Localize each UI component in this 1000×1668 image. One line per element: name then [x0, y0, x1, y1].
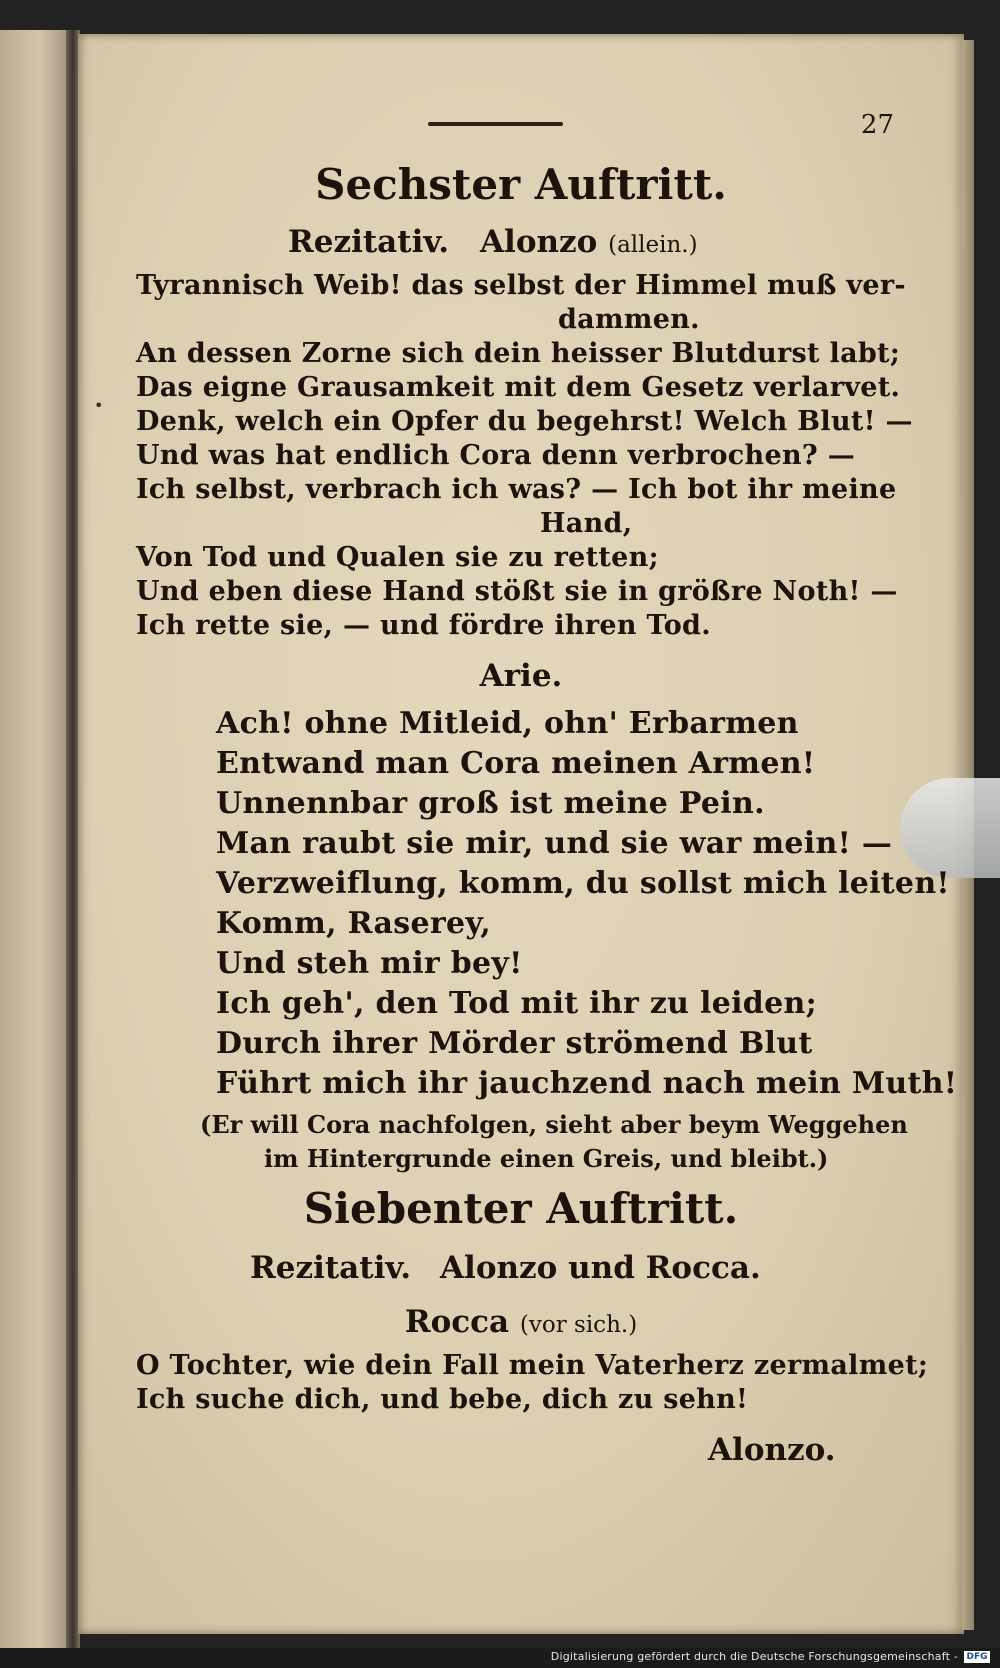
- recitative-line: Ich selbst, verbrach ich was? — Ich bot ihr meine: [136, 474, 897, 505]
- scene-7-characters: Alonzo und Rocca.: [440, 1250, 761, 1286]
- scene-6-speaker-note: (allein.): [608, 232, 698, 258]
- aria-line: Ich geh', den Tod mit ihr zu leiden;: [216, 986, 817, 1021]
- recitative-line: Von Tod und Qualen sie zu retten;: [136, 542, 659, 573]
- page-number: 27: [860, 110, 894, 140]
- stage-direction-line: (Er will Cora nachfolgen, sieht aber beym Weggehen: [200, 1110, 908, 1139]
- aria-line: Entwand man Cora meinen Armen!: [216, 746, 816, 781]
- recitative-line: Und eben diese Hand stößt sie in größre Noth! —: [136, 576, 898, 607]
- aria-line: Führt mich ihr jauchzend nach mein Muth!: [216, 1066, 958, 1101]
- aria-title: Arie.: [479, 658, 563, 694]
- dfg-logo: DFG: [964, 1651, 990, 1663]
- scene-6-speaker: [480, 224, 698, 260]
- scene-7-recitative-label: Rezitativ.: [250, 1250, 412, 1286]
- footer-credit: Digitalisierung gefördert durch die Deutsche Forschungsgemeinschaft -: [550, 1650, 958, 1663]
- scene-7-speaker-name: Rocca: [404, 1304, 510, 1340]
- aria-line: Ach! ohne Mitleid, ohn' Erbarmen: [216, 706, 799, 741]
- aria-line: Unnennbar groß ist meine Pein.: [216, 786, 765, 821]
- next-speaker: Alonzo.: [708, 1432, 836, 1468]
- page-content: [78, 34, 964, 1634]
- recitative-line: Ich rette sie, — und fördre ihren Tod.: [136, 610, 711, 641]
- scene-7-title: Siebenter Auftritt.: [303, 1184, 739, 1233]
- recitative-line: Denk, welch ein Opfer du begehrst! Welch Blut! —: [136, 406, 913, 437]
- aria-line: Verzweiflung, komm, du sollst mich leiten!: [216, 866, 950, 901]
- dialogue-line: O Tochter, wie dein Fall mein Vaterherz zermalmet;: [136, 1350, 929, 1381]
- scene-7-speaker-note: (vor sich.): [519, 1312, 638, 1338]
- aria-line: Und steh mir bey!: [216, 946, 523, 981]
- margin-mark: •: [94, 396, 104, 415]
- left-page-edge: [0, 30, 72, 1650]
- scene-6-title: Sechster Auftritt.: [315, 160, 727, 209]
- aria-line: Komm, Raserey,: [216, 906, 491, 941]
- aria-line: Durch ihrer Mörder strömend Blut: [216, 1026, 813, 1061]
- dialogue-line: Ich suche dich, und bebe, dich zu sehn!: [136, 1384, 749, 1415]
- scene-7-speaker: [78, 1304, 964, 1340]
- aria-line: Man raubt sie mir, und sie war mein! —: [216, 826, 893, 861]
- header-rule: [428, 122, 563, 126]
- scene-6-speaker-name: Alonzo: [480, 224, 598, 260]
- scene-6-recitative-label: Rezitativ.: [288, 224, 450, 260]
- stage-direction-line: im Hintergrunde einen Greis, und bleibt.): [264, 1144, 829, 1173]
- recitative-line: Hand,: [540, 508, 633, 539]
- recitative-line: Und was hat endlich Cora denn verbrochen? —: [136, 440, 855, 471]
- recitative-line: dammen.: [558, 304, 700, 335]
- recitative-line: An dessen Zorne sich dein heisser Blutdurst labt;: [136, 338, 901, 369]
- recitative-line: Tyrannisch Weib! das selbst der Himmel muß ver-: [136, 270, 906, 301]
- recitative-line: Das eigne Grausamkeit mit dem Gesetz verlarvet.: [136, 372, 901, 403]
